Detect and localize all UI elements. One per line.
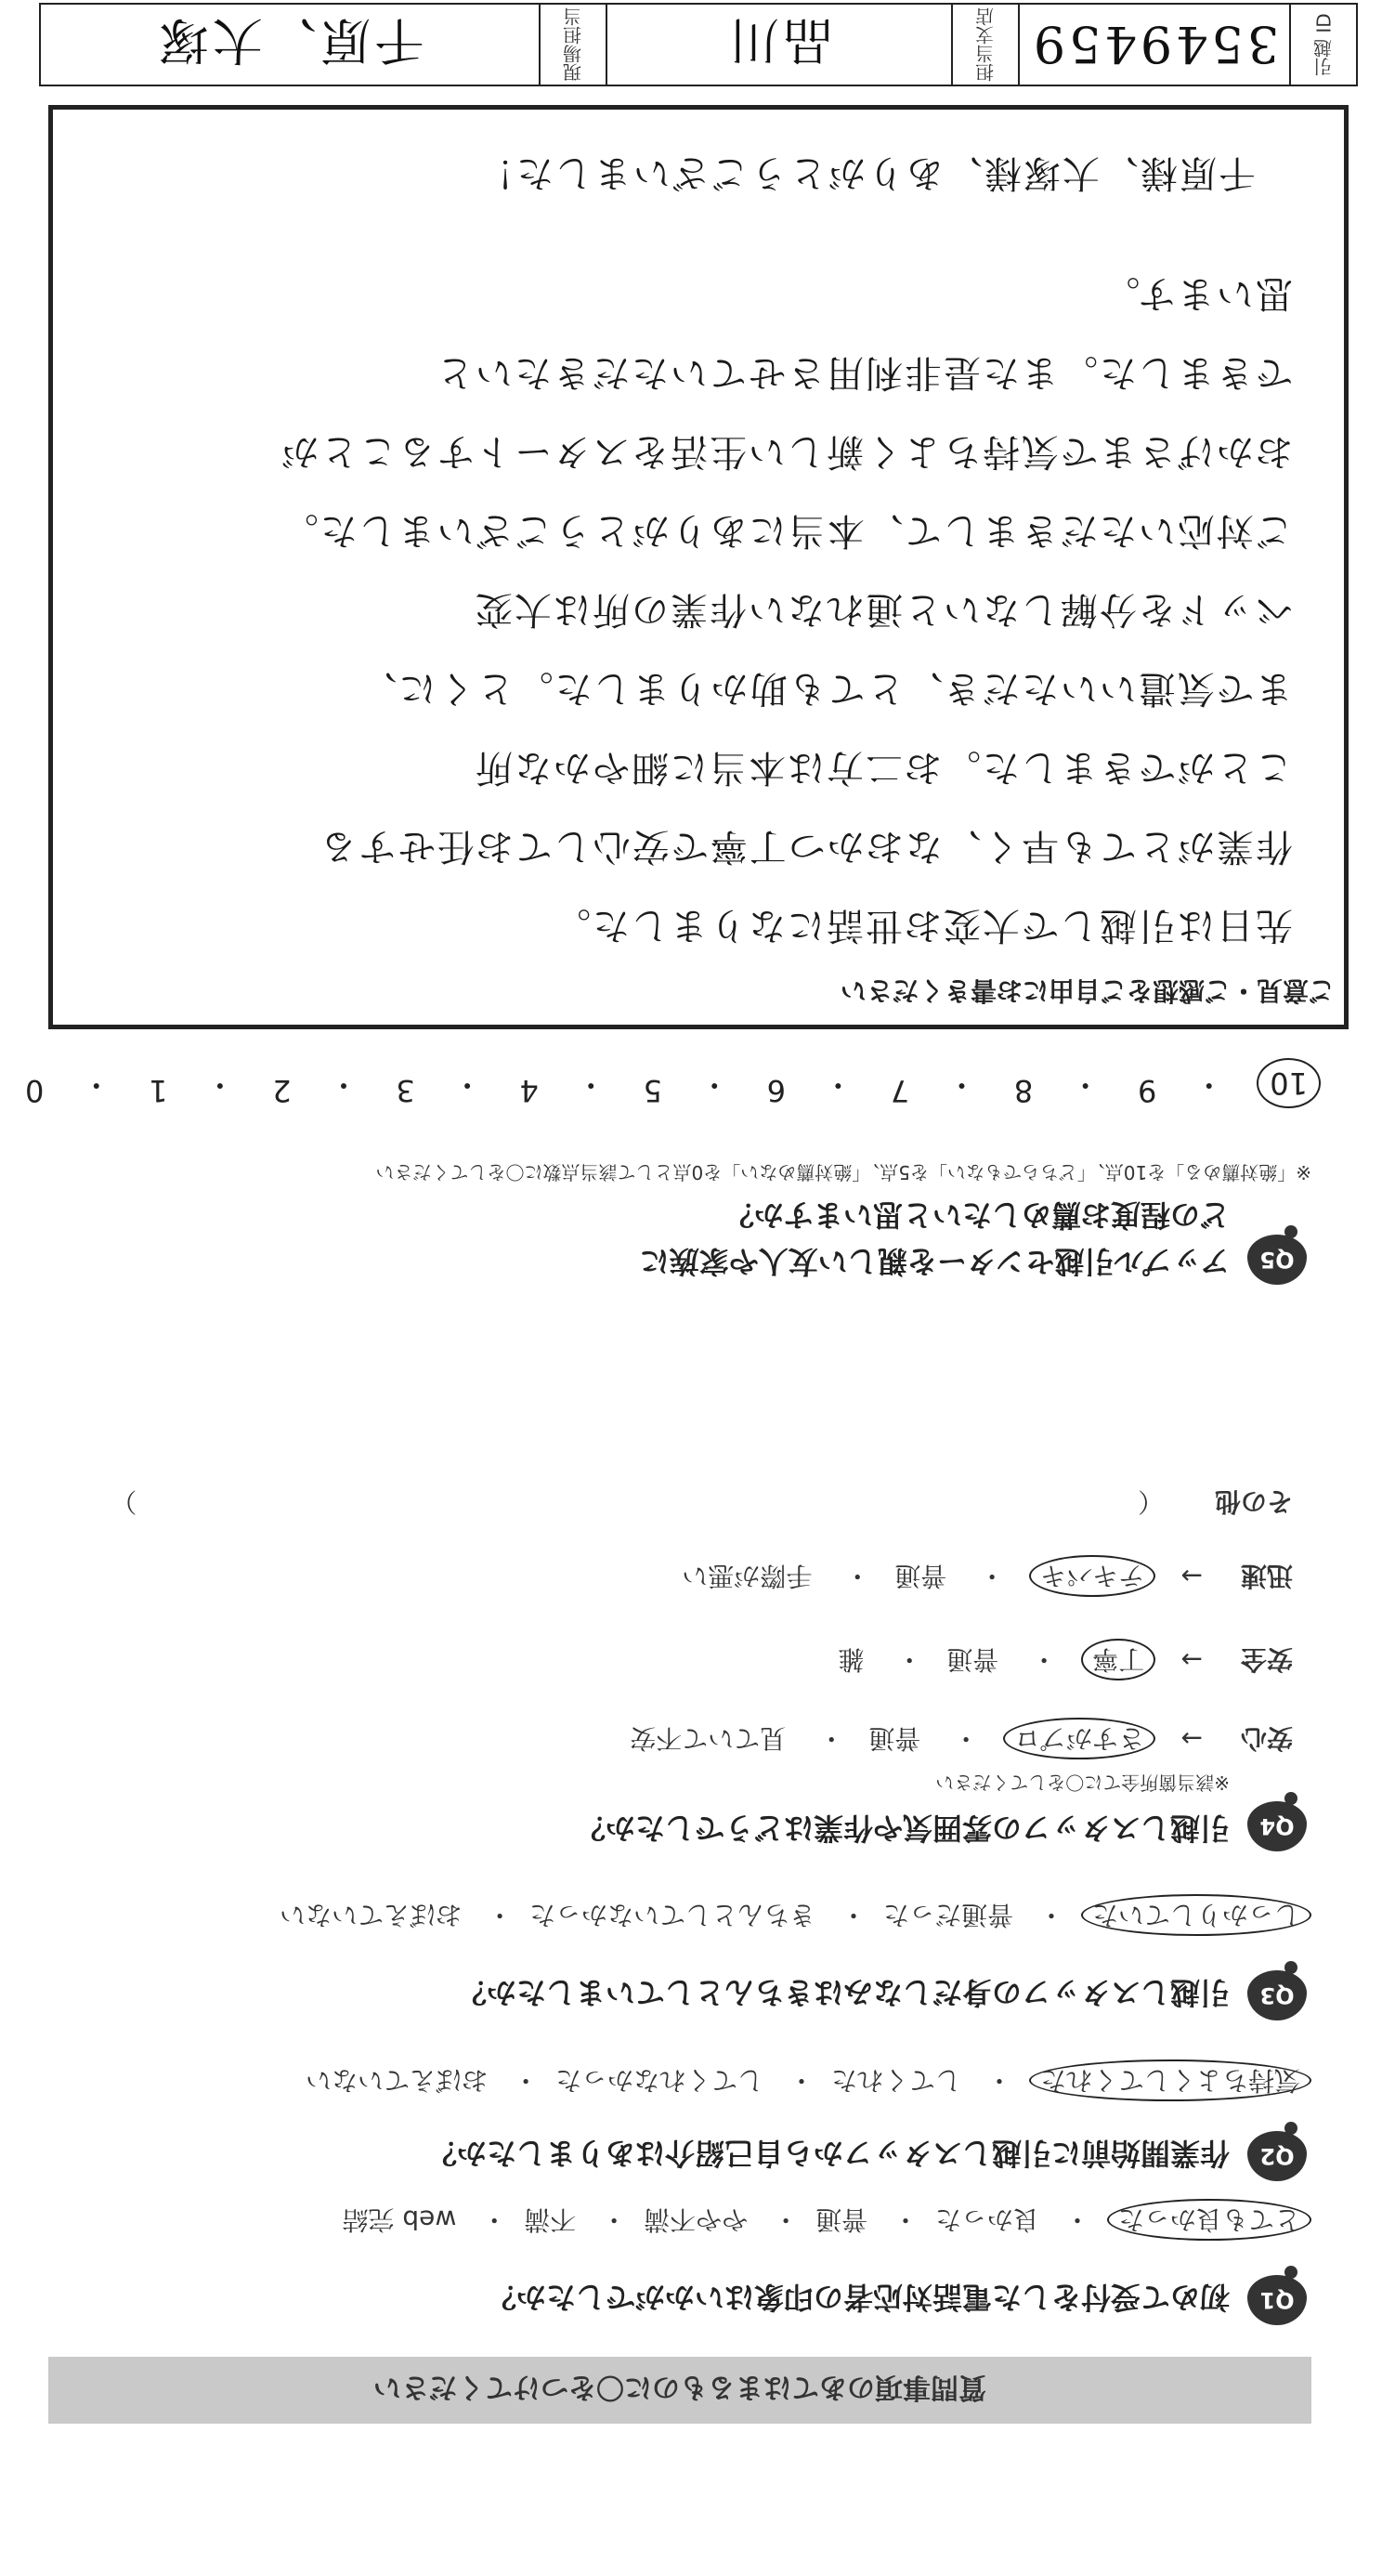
q4-row-label: 安全 [1240, 1644, 1293, 1675]
q4-other-close: ） [111, 1486, 137, 1517]
q2-options: 気持ちよくしてくれた・ してくれた・ してくれなかった・ おぼえていない [306, 2063, 1311, 2100]
q4-other-label: その他 [1214, 1486, 1293, 1517]
comment-line: 作業がとても早く、なおかつ丁寧で安心してお任せする [318, 825, 1293, 868]
q4-row-anzen: 安全 → 丁寧・ 普通・ 雑 [838, 1642, 1293, 1680]
q5-score[interactable]: 8 [1013, 1073, 1034, 1108]
q3-option-selected[interactable]: しっかりしていた [1081, 1894, 1311, 1936]
q5-score[interactable]: 5 [643, 1073, 662, 1108]
q1-option[interactable]: 不満 [524, 2204, 577, 2235]
q5-question-line2: どの程度お薦めしたいと思いますか？ [724, 1197, 1230, 1233]
q5-score[interactable]: 3 [396, 1073, 415, 1108]
q5-scale: 10 ・ 9 ・ 8 ・ 7 ・ 6 ・ 5 ・ 4 ・ 3 ・ 2 ・ 1 ・ 0 [20, 1058, 1321, 1108]
q4-other-row [67, 1484, 1293, 1522]
q3-option[interactable]: 普通だった [883, 1900, 1014, 1930]
q4-option[interactable]: 見ていて不安 [630, 1723, 787, 1754]
q5-score[interactable]: 6 [766, 1073, 787, 1108]
q5-score[interactable]: 1 [149, 1073, 168, 1108]
comment-heading: ご意見・ご感想をご自由にお書きください [840, 975, 1335, 1006]
arrow-right-icon: → [1180, 1723, 1203, 1754]
q3-option[interactable]: きちんとしていなかった [529, 1900, 816, 1930]
staff-label: 現場担当 [539, 5, 606, 85]
q4-row-anshin: 安心 → さすがプロ・ 普通・ 見ていて不安 [630, 1721, 1293, 1759]
q3-options: しっかりしていた・ 普通だった・ きちんとしていなかった・ おぼえていない [280, 1898, 1311, 1935]
q5-score[interactable]: 2 [272, 1073, 292, 1108]
q3-badge: Q3 [1247, 1970, 1307, 2020]
q4-note: ※該当箇所全てに〇をしてください [935, 1772, 1230, 1794]
comment-line: おかげさまで気持ちよく新しい生活をスタートすることが [280, 430, 1293, 473]
q5-score[interactable]: 4 [519, 1073, 539, 1108]
q1-options: とても良かった・ 良かった・ 普通・ やや不満・ 不満・ web 完結 [343, 2203, 1312, 2240]
comment-line: できました。また是非利用させていただきたいと [435, 351, 1293, 394]
comment-line: ベッドを分解しないと通れない作業の所は大変 [474, 588, 1293, 631]
move-id-value[interactable]: 3549459 [1018, 5, 1289, 85]
q2-option[interactable]: してくれなかった [555, 2065, 764, 2096]
q5-note: ※「絶対薦める」を10点、「どちらでもない」を5点、「絶対薦めない」を0点として該当点数に〇をしてください [375, 1161, 1311, 1183]
q2-badge: Q2 [1247, 2131, 1307, 2181]
q5-score[interactable]: 0 [25, 1073, 45, 1108]
comment-line: 思います。 [1101, 272, 1293, 315]
q5-question-line1: アップル引越センターを親しい友人や家族に [639, 1244, 1230, 1279]
q4-option[interactable]: 手際が悪い [682, 1561, 813, 1591]
instructions-banner: 質問事項のあてはまるものに〇をつけてください [48, 2357, 1311, 2424]
q2-question: 作業開始前に引越しスタッフから自己紹介はありましたか？ [426, 2136, 1230, 2171]
q4-option-selected[interactable]: さすがプロ [1003, 1718, 1155, 1759]
q4-other-open: （ [1138, 1486, 1165, 1517]
q4-question: 引越しスタッフの雰囲気や作業はどうでしたか？ [575, 1811, 1230, 1846]
comment-line: ご対応いただきまして、本当にありがとうございました。 [279, 509, 1293, 552]
arrow-right-icon: → [1180, 1644, 1203, 1675]
q1-option-selected[interactable]: とても良かった [1107, 2199, 1311, 2241]
q4-option[interactable]: 普通 [868, 1723, 921, 1754]
arrow-right-icon: → [1180, 1561, 1203, 1591]
q4-option[interactable]: 普通 [946, 1644, 999, 1675]
q4-option[interactable]: 普通 [894, 1561, 947, 1591]
branch-value[interactable]: 品川 [606, 5, 951, 85]
q2-option-selected[interactable]: 気持ちよくしてくれた [1029, 2059, 1311, 2101]
branch-label: 担当支店 [951, 5, 1018, 85]
q1-badge: Q1 [1247, 2275, 1307, 2325]
id-label: 引越 ID [1289, 5, 1356, 85]
q3-option[interactable]: おぼえていない [280, 1900, 463, 1930]
comment-line: 先日は引越しで大変お世話になりました。 [552, 904, 1293, 947]
footer-info-strip [39, 3, 1358, 86]
q4-option[interactable]: 雑 [838, 1644, 865, 1675]
q5-badge: Q5 [1247, 1235, 1307, 1285]
comment-box[interactable] [48, 105, 1349, 1029]
q4-row-jinsoku: 迅速 → テキパキ・ 普通・ 手際が悪い [682, 1559, 1293, 1596]
q1-question: 初めて受付をした電話対応者の印象はいかがでしたか？ [486, 2280, 1230, 2315]
q4-option-selected[interactable]: テキパキ [1029, 1555, 1155, 1597]
q4-badge: Q4 [1247, 1801, 1307, 1851]
q4-option-selected[interactable]: 丁寧 [1081, 1639, 1155, 1680]
q2-option[interactable]: してくれた [831, 2065, 962, 2096]
q1-option[interactable]: 普通 [815, 2204, 868, 2235]
q5-score-selected[interactable]: 10 [1257, 1058, 1321, 1108]
q3-question: 引越しスタッフの身だしなみはきちんとしていましたか？ [456, 1975, 1230, 2010]
q5-score[interactable]: 9 [1138, 1073, 1157, 1108]
q5-score[interactable]: 7 [890, 1073, 910, 1108]
comment-line: 千原様、大塚様、ありがとうございました！ [476, 151, 1256, 194]
q1-option[interactable]: やや不満 [644, 2204, 749, 2235]
q1-option[interactable]: 良かった [935, 2204, 1040, 2235]
q4-row-label: 迅速 [1240, 1561, 1293, 1591]
comment-line: ことができました。お二方は本当に細やかな所 [474, 746, 1293, 789]
q4-row-label: 安心 [1240, 1723, 1293, 1754]
q1-option[interactable]: web 完結 [342, 2204, 457, 2235]
staff-value[interactable]: 千原、大塚 [155, 11, 424, 71]
q2-option[interactable]: おぼえていない [306, 2065, 489, 2096]
comment-line: まで気遣いいただき、とても助かりました。とくに、 [358, 667, 1293, 710]
